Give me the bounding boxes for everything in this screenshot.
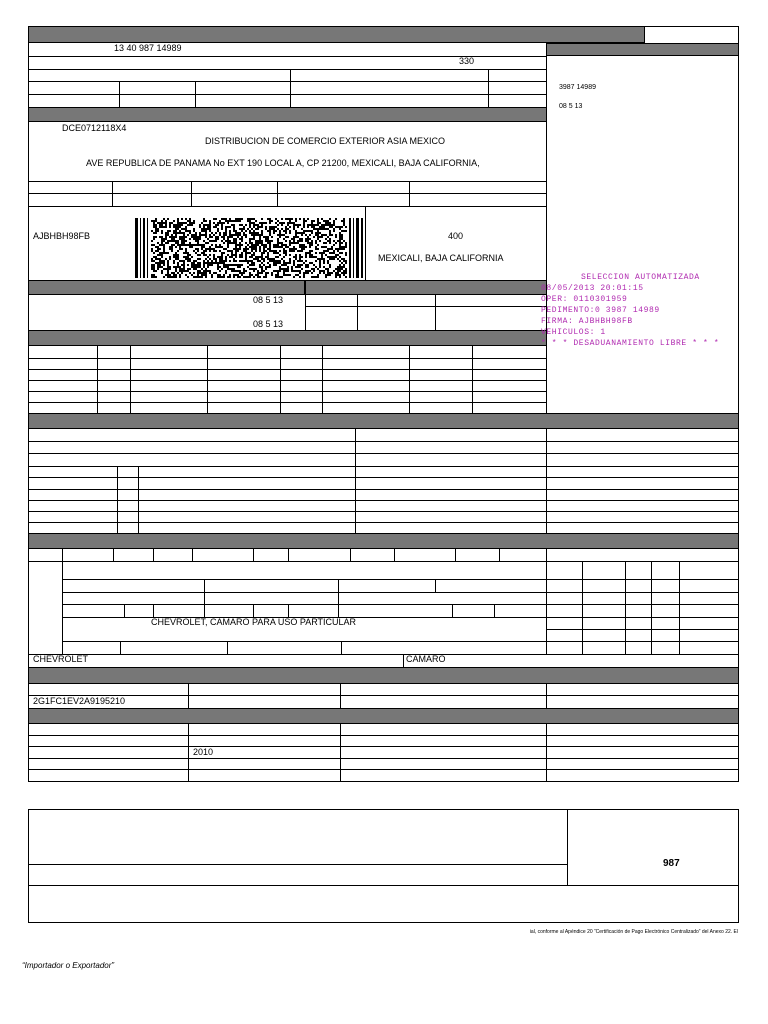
side-reference: 3987 14989 bbox=[559, 84, 596, 91]
stamp-line-6: VEHICULOS: 1 bbox=[541, 328, 606, 337]
stamp-line-5: FIRMA: AJBHBH98FB bbox=[541, 317, 633, 326]
importer-address: AVE REPUBLICA DE PANAMA No EXT 190 LOCAL A, CP 21200, MEXICALI, BAJA CALIFORNIA, bbox=[86, 158, 480, 168]
table1-bar bbox=[28, 330, 547, 346]
barcode-number: 400 bbox=[448, 231, 464, 241]
date-2: 08 5 13 bbox=[253, 319, 284, 329]
legal-text: ial, conforme al Apéndice 20 “Certificación de Pago Electrónico Centralizado” del Anexo 22. El bbox=[529, 929, 738, 935]
stamp-line-7: * * * DESADUANAMIENTO LIBRE * * * bbox=[541, 339, 720, 348]
stamp-line-2: 08/05/2013 20:01:15 bbox=[541, 284, 644, 293]
section3-bar bbox=[28, 533, 739, 549]
importer-rfc: DCE0712118X4 bbox=[62, 123, 127, 133]
reference-number: 13 40 987 14989 bbox=[114, 43, 182, 53]
section2-bar bbox=[28, 413, 739, 429]
side-header-bar bbox=[546, 43, 739, 56]
footer-box bbox=[28, 809, 739, 923]
stamp-line-3: OPER: 0110301959 bbox=[541, 295, 628, 304]
vehicle-description: CHEVROLET, CAMARO PARA USO PARTICULAR bbox=[151, 617, 357, 627]
side-date: 08 5 13 bbox=[559, 103, 583, 110]
importer-name: DISTRIBUCION DE COMERCIO EXTERIOR ASIA MEXICO bbox=[205, 136, 446, 146]
barcode-code: AJBHBH98FB bbox=[33, 231, 91, 241]
stamp-line-1: SELECCION AUTOMATIZADA bbox=[581, 273, 700, 282]
value-330: 330 bbox=[459, 56, 475, 66]
signature-label: “Importador o Exportador” bbox=[22, 961, 115, 970]
vehicle-make: CHEVROLET bbox=[33, 654, 89, 664]
vehicle-model: CAMARO bbox=[406, 654, 446, 664]
date-1: 08 5 13 bbox=[253, 295, 284, 305]
section5-bar bbox=[28, 708, 739, 724]
barcode-image bbox=[135, 218, 363, 278]
barcode-city: MEXICALI, BAJA CALIFORNIA bbox=[378, 253, 504, 263]
importer-bar bbox=[28, 107, 547, 122]
footer-number: 987 bbox=[663, 858, 680, 869]
section4-bar bbox=[28, 667, 739, 684]
stamp-line-4: PEDIMENTO:0 3987 14989 bbox=[541, 306, 660, 315]
dates-bar-right bbox=[305, 280, 547, 295]
vehicle-year: 2010 bbox=[193, 747, 214, 757]
dates-bar-left bbox=[28, 280, 305, 295]
vehicle-vin: 2G1FC1EV2A9195210 bbox=[33, 696, 126, 706]
header-bar bbox=[28, 26, 645, 43]
